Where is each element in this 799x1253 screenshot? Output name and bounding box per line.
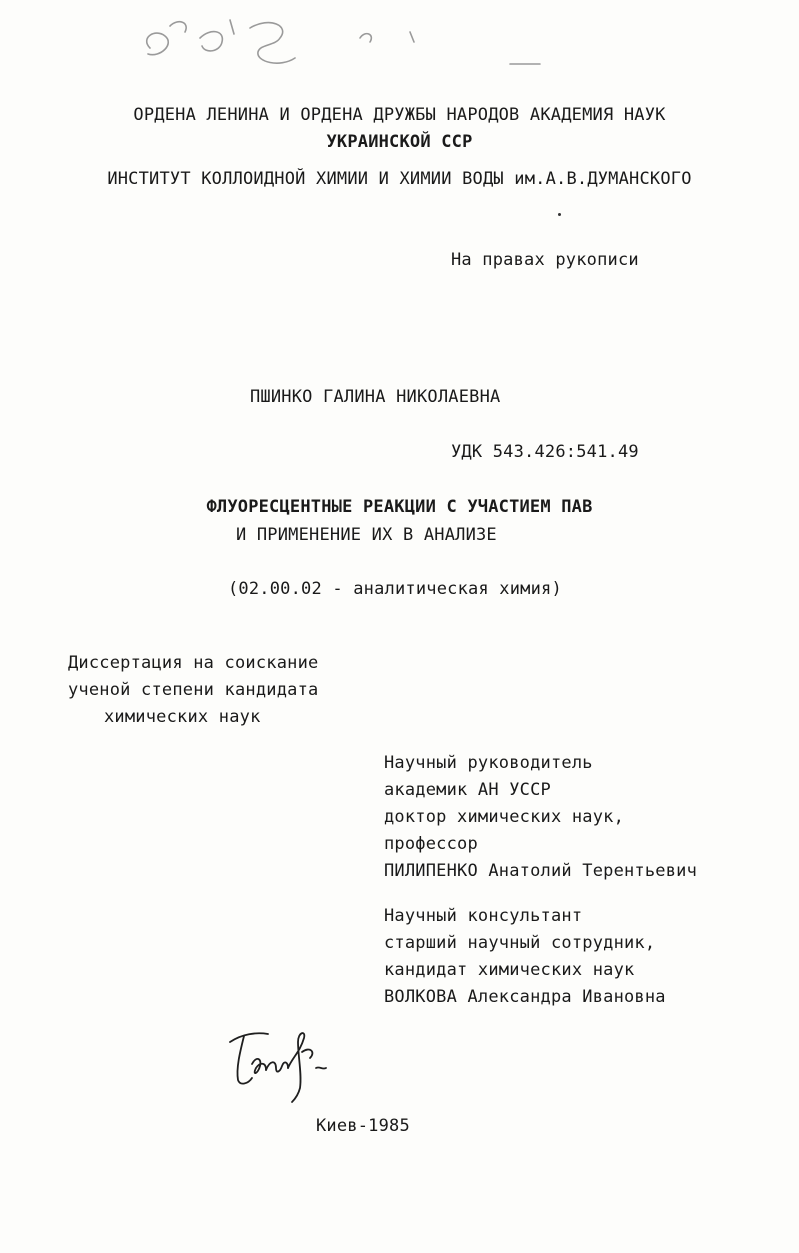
consultant-title-2: кандидат химических наук [384, 960, 635, 980]
rights-note: На правах рукописи [451, 250, 639, 270]
supervisor-name: ПИЛИПЕНКО Анатолий Терентьевич [384, 861, 698, 881]
organization-line-2: УКРАИНСКОЙ ССР [326, 132, 473, 152]
pencil-annotation [130, 8, 550, 78]
specialty: (02.00.02 - аналитическая химия) [228, 579, 562, 599]
title-line-1: ФЛУОРЕСЦЕНТНЫЕ РЕАКЦИИ С УЧАСТИЕМ ПАВ [206, 497, 593, 517]
author-name: ПШИНКО ГАЛИНА НИКОЛАЕВНА [250, 387, 501, 407]
degree-line-3: химических наук [104, 707, 261, 727]
city-year: Киев-1985 [316, 1116, 410, 1136]
consultant-title-1: старший научный сотрудник, [384, 933, 656, 953]
supervisor-title-3: профессор [384, 834, 478, 854]
degree-line-2: ученой степени кандидата [68, 680, 319, 700]
consultant-role: Научный консультант [384, 906, 583, 926]
organization-line-1: ОРДЕНА ЛЕНИНА И ОРДЕНА ДРУЖБЫ НАРОДОВ АКАДЕМИЯ НАУК [133, 105, 666, 125]
institute-name: ИНСТИТУТ КОЛЛОИДНОЙ ХИМИИ И ХИМИИ ВОДЫ им.А.В.ДУМАНСКОГО [107, 169, 692, 189]
handwritten-signature [222, 1022, 332, 1104]
ink-speck [558, 213, 561, 216]
title-line-2: И ПРИМЕНЕНИЕ ИХ В АНАЛИЗЕ [236, 525, 497, 545]
degree-line-1: Диссертация на соискание [68, 653, 319, 673]
supervisor-role: Научный руководитель [384, 753, 593, 773]
consultant-name: ВОЛКОВА Александра Ивановна [384, 987, 666, 1007]
supervisor-title-1: академик АН УССР [384, 780, 551, 800]
udc-code: УДК 543.426:541.49 [451, 442, 639, 462]
supervisor-title-2: доктор химических наук, [384, 807, 625, 827]
